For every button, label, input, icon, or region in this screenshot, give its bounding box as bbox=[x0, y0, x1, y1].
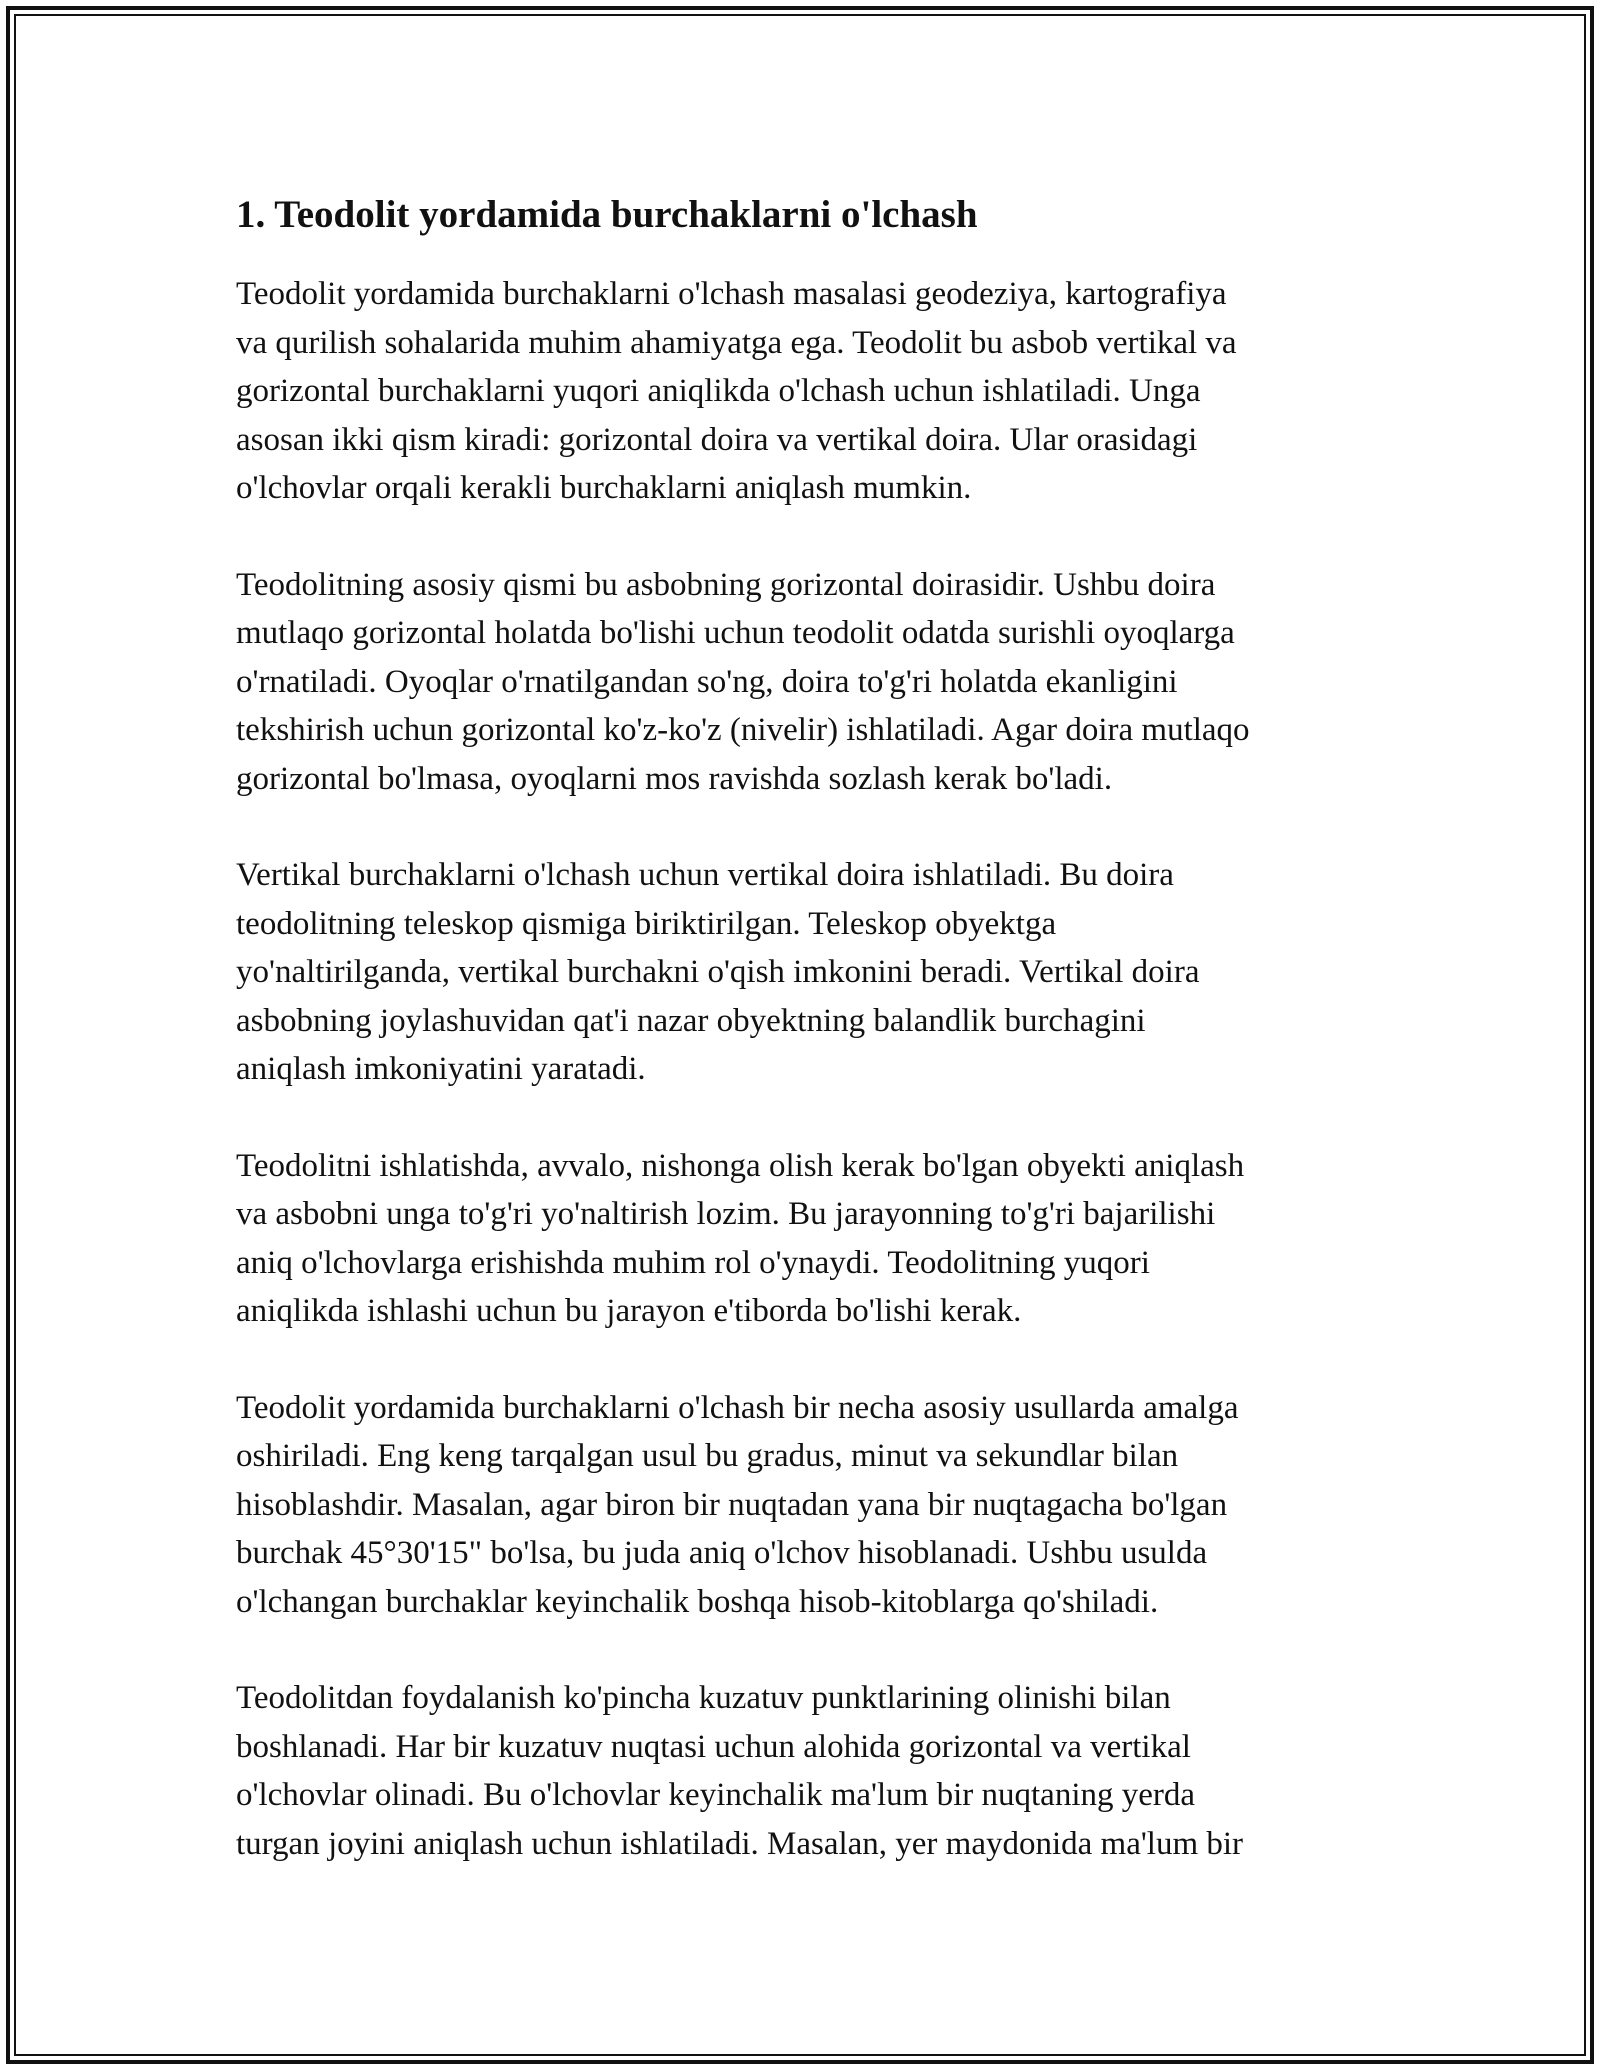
text-line: Teodolit yordamida burchaklarni o'lchash bir necha asosiy usullarda amalga bbox=[236, 1389, 1239, 1426]
text-line: yo'naltirilganda, vertikal burchakni o'qish imkonini beradi. Vertikal doira bbox=[236, 954, 1200, 990]
paragraph-6 bbox=[236, 1674, 1386, 1868]
text-line: hisoblashdir. Masalan, agar biron bir nuqtadan yana bir nuqtagacha bo'lgan bbox=[236, 1486, 1228, 1523]
text-line: gorizontal burchaklarni yuqori aniqlikda o'lchash uchun ishlatiladi. Unga bbox=[236, 373, 1201, 409]
text-line: tekshirish uchun gorizontal ko'z-ko'z (nivelir) ishlatiladi. Agar doira mutlaqo bbox=[236, 712, 1250, 748]
text-line: Vertikal burchaklarni o'lchash uchun vertikal doira ishlatiladi. Bu doira bbox=[236, 857, 1174, 893]
text-line: aniqlash imkoniyatini yaratadi. bbox=[236, 1051, 646, 1087]
text-line: oshiriladi. Eng keng tarqalgan usul bu gradus, minut va sekundlar bilan bbox=[236, 1438, 1179, 1474]
text-line: Teodolitning asosiy qismi bu asbobning gorizontal doirasidir. Ushbu doira bbox=[236, 566, 1216, 603]
text-line: aniq o'lchovlarga erishishda muhim rol o'ynaydi. Teodolitning yuqori bbox=[236, 1244, 1150, 1281]
text-line: mutlaqo gorizontal holatda bo'lishi uchun teodolit odatda surishli oyoqlarga bbox=[236, 615, 1235, 651]
text-line: o'lchovlar olinadi. Bu o'lchovlar keyinchalik ma'lum bir nuqtaning yerda bbox=[236, 1777, 1196, 1813]
text-line: va qurilish sohalarida muhim ahamiyatga ega. Teodolit bu asbob vertikal va bbox=[236, 324, 1237, 361]
text-line: Teodolit yordamida burchaklarni o'lchash masalasi geodeziya, kartografiya bbox=[236, 276, 1227, 312]
paragraph-4 bbox=[236, 1142, 1386, 1336]
text-line: asosan ikki qism kiradi: gorizontal doira va vertikal doira. Ular orasidagi bbox=[236, 421, 1198, 458]
paragraph-2 bbox=[236, 561, 1386, 804]
text-line: burchak 45°30'15" bo'lsa, bu juda aniq o'lchov hisoblanadi. Ushbu usulda bbox=[236, 1535, 1208, 1571]
paragraph-3 bbox=[236, 851, 1386, 1094]
document-body bbox=[236, 186, 1386, 1916]
paragraph-1 bbox=[236, 270, 1386, 513]
text-line: o'lchangan burchaklar keyinchalik boshqa hisob-kitoblarga qo'shiladi. bbox=[236, 1583, 1159, 1620]
text-line: gorizontal bo'lmasa, oyoqlarni mos ravishda sozlash kerak bo'ladi. bbox=[236, 760, 1113, 797]
text-line: turgan joyini aniqlash uchun ishlatiladi. Masalan, yer maydonida ma'lum bir bbox=[236, 1825, 1244, 1862]
text-line: va asbobni unga to'g'ri yo'naltirish lozim. Bu jarayonning to'g'ri bajarilishi bbox=[236, 1196, 1216, 1232]
text-line: boshlanadi. Har bir kuzatuv nuqtasi uchun alohida gorizontal va vertikal bbox=[236, 1728, 1191, 1765]
text-line: teodolitning teleskop qismiga biriktirilgan. Teleskop obyektga bbox=[236, 905, 1057, 942]
text-line: aniqlikda ishlashi uchun bu jarayon e'tiborda bo'lishi kerak. bbox=[236, 1293, 1022, 1329]
paragraph-5 bbox=[236, 1384, 1386, 1627]
text-line: o'rnatiladi. Oyoqlar o'rnatilgandan so'ng, doira to'g'ri holatda ekanligini bbox=[236, 663, 1178, 700]
text-line: o'lchovlar orqali kerakli burchaklarni aniqlash mumkin. bbox=[236, 470, 972, 506]
document-title: 1. Teodolit yordamida burchaklarni o'lchash bbox=[236, 193, 978, 236]
text-line: Teodolitni ishlatishda, avvalo, nishonga olish kerak bo'lgan obyekti aniqlash bbox=[236, 1147, 1245, 1184]
text-line: Teodolitdan foydalanish ko'pincha kuzatuv punktlarining olinishi bilan bbox=[236, 1680, 1171, 1716]
text-line: asbobning joylashuvidan qat'i nazar obyektning balandlik burchagini bbox=[236, 1002, 1146, 1039]
